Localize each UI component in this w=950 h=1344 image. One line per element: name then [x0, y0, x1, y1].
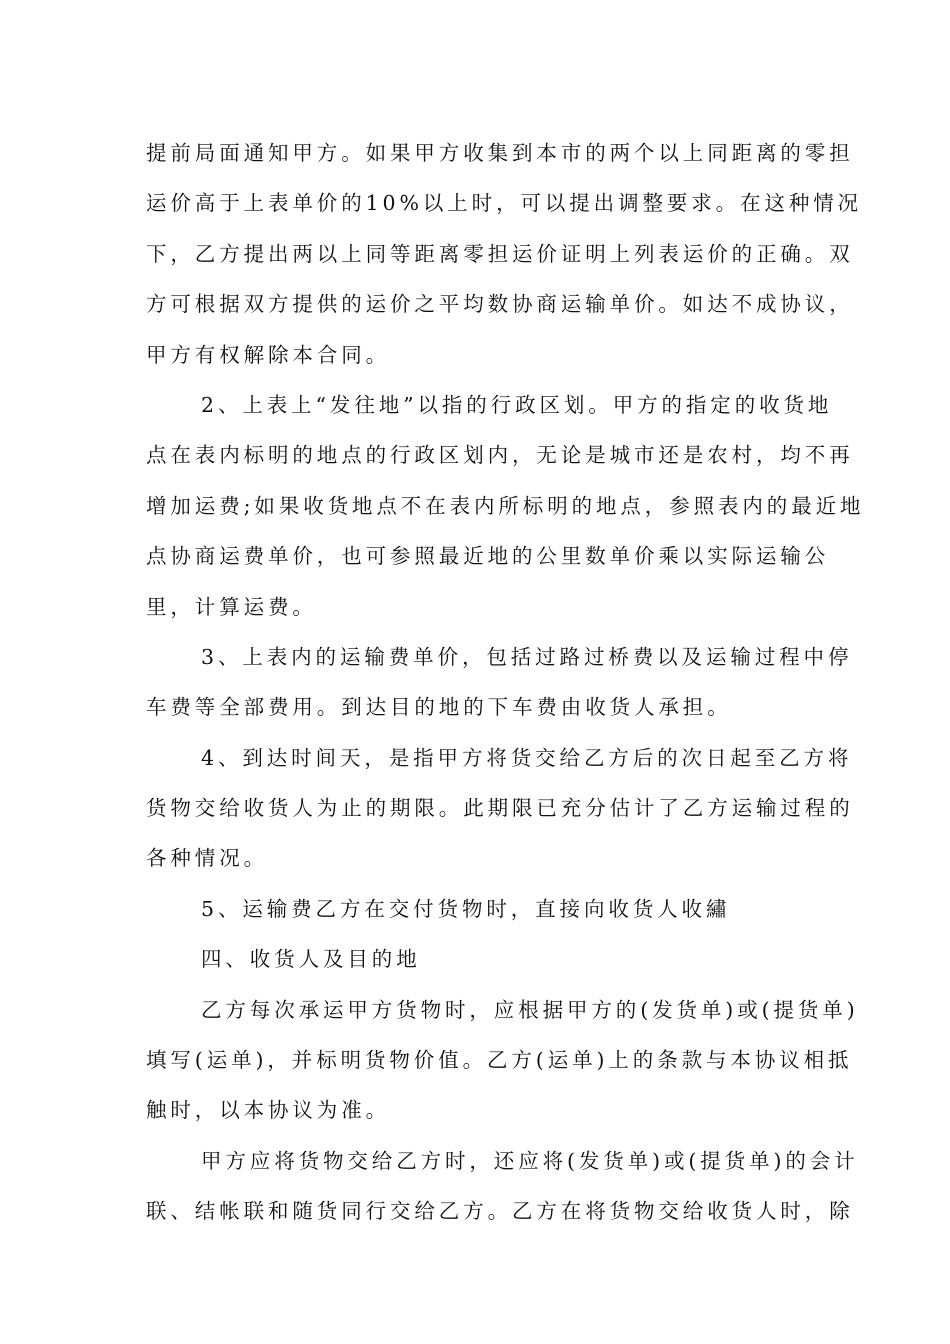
text-line: 填写(运单)，并标明货物价值。乙方(运单)上的条款与本协议相抵	[146, 1048, 853, 1073]
section-heading: 四、收货人及目的地	[201, 947, 421, 972]
paragraph-first-line: 乙方每次承运甲方货物时，应根据甲方的(发货单)或(提货单)	[201, 997, 859, 1022]
paragraph-first-line: 甲方应将货物交给乙方时，还应将(发货单)或(提货单)的会计	[201, 1148, 859, 1173]
text-line: 下，乙方提出两以上同等距离零担运价证明上列表运价的正确。双	[146, 241, 854, 266]
text-line: 车费等全部费用。到达目的地的下车费由收货人承担。	[146, 695, 732, 720]
paragraph-first-line: 5、运输费乙方在交付货物时，直接向收货人收繡	[201, 896, 731, 921]
text-line: 甲方有权解除本合同。	[146, 342, 390, 367]
text-line: 触时，以本协议为准。	[146, 1098, 390, 1123]
text-line: 点协商运费单价，也可参照最近地的公里数单价乘以实际运输公	[146, 544, 830, 569]
text-line: 方可根据双方提供的运价之平均数协商运输单价。如达不成协议，	[146, 292, 854, 317]
text-line: 增加运费;如果收货地点不在表内所标明的地点，参照表内的最近地	[146, 493, 865, 518]
text-line: 各种情况。	[146, 846, 268, 871]
text-line: 联、结帐联和随货同行交给乙方。乙方在将货物交给收货人时，除	[146, 1199, 854, 1224]
text-line: 运价高于上表单价的10%以上时，可以提出调整要求。在这种情况	[146, 191, 863, 216]
text-line: 里，计算运费。	[146, 594, 317, 619]
text-line: 货物交给收货人为止的期限。此期限已充分估计了乙方运输过程的	[146, 796, 854, 821]
text-line: 点在表内标明的地点的行政区划内，无论是城市还是农村，均不再	[146, 443, 854, 468]
paragraph-first-line: 4、到达时间天，是指甲方将货交给乙方后的次日起至乙方将	[201, 745, 853, 770]
document-body	[146, 128, 865, 1237]
paragraph-first-line: 2、上表上“发往地”以指的行政区划。甲方的指定的收货地	[201, 392, 833, 417]
paragraph-first-line: 3、上表内的运输费单价，包括过路过桥费以及运输过程中停	[201, 644, 853, 669]
text-line: 提前局面通知甲方。如果甲方收集到本市的两个以上同距离的零担	[146, 141, 854, 165]
